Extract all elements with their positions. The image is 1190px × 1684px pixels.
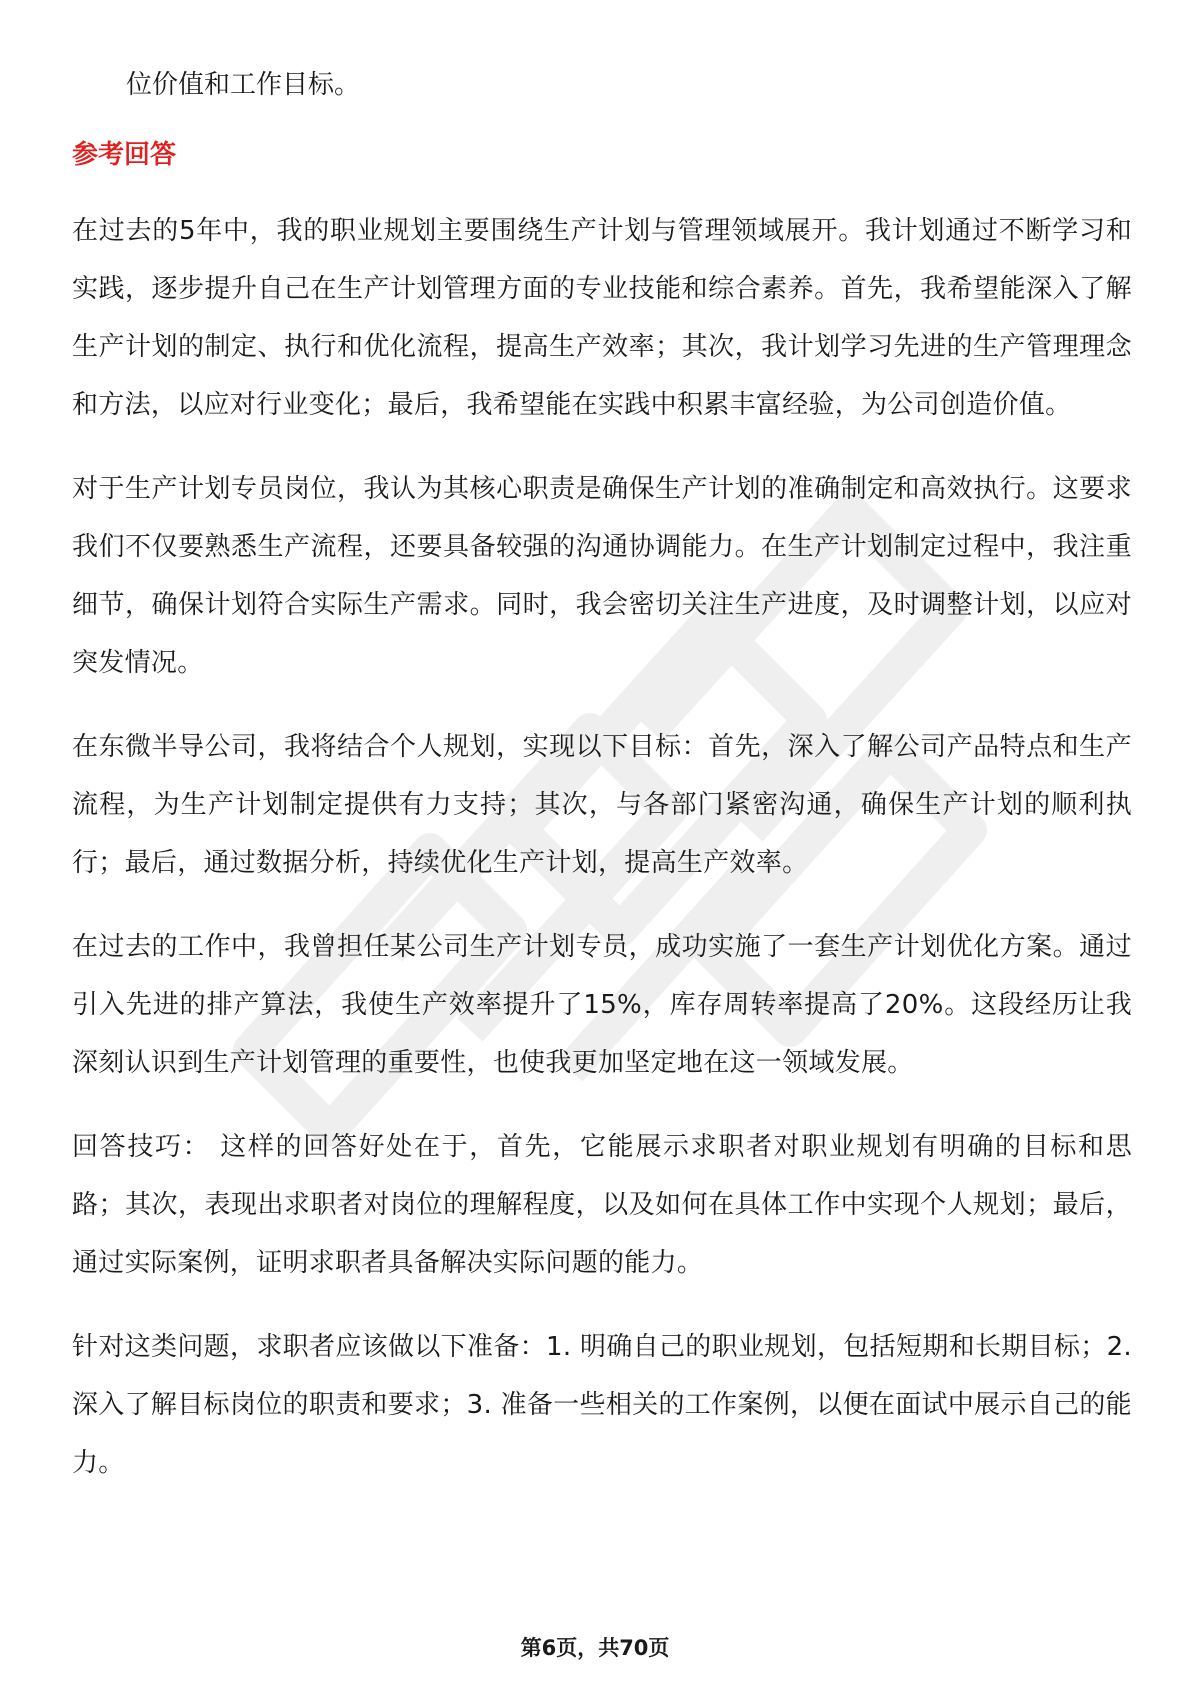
continued-line: 位价值和工作目标。 [126,70,361,100]
paragraph-company-goals: 在东微半导公司，我将结合个人规划，实现以下目标：首先，深入了解公司产品特点和生产流程，为生产计划制定提供有力支持；其次，与各部门紧密沟通，确保生产计划的顺利执行；最后，通过数据分析，持续优化生产计划，提高生产效率。 [72,732,1132,878]
paragraph-role-understanding: 对于生产计划专员岗位，我认为其核心职责是确保生产计划的准确制定和高效执行。这要求我们不仅要熟悉生产流程，还要具备较强的沟通协调能力。在生产计划制定过程中，我注重细节，确保计划符合实际生产需求。同时，我会密切关注生产进度，及时调整计划，以应对突发情况。 [72,474,1132,678]
paragraph-answer-tips: 回答技巧： 这样的回答好处在于，首先，它能展示求职者对职业规划有明确的目标和思路；其次，表现出求职者对岗位的理解程度，以及如何在具体工作中实现个人规划；最后，通过实际案例，证明求职者具备解决实际问题的能力。 [72,1132,1132,1278]
page-number: 第6页，共70页 [520,1636,670,1660]
document-body [72,56,1132,1518]
paragraph-past-experience: 在过去的工作中，我曾担任某公司生产计划专员，成功实施了一套生产计划优化方案。通过引入先进的排产算法，我使生产效率提升了15%，库存周转率提高了20%。这段经历让我深刻认识到生产计划管理的重要性，也使我更加坚定地在这一领域发展。 [72,932,1132,1078]
section-heading: 参考回答 [72,140,177,170]
paragraph-career-plan: 在过去的5年中，我的职业规划主要围绕生产计划与管理领域展开。我计划通过不断学习和实践，逐步提升自己在生产计划管理方面的专业技能和综合素养。首先，我希望能深入了解生产计划的制定、执行和优化流程，提高生产效率；其次，我计划学习先进的生产管理理念和方法，以应对行业变化；最后，我希望能在实践中积累丰富经验，为公司创造价值。 [72,216,1132,420]
paragraph-preparation: 针对这类问题，求职者应该做以下准备：1. 明确自己的职业规划，包括短期和长期目标；2. 深入了解目标岗位的职责和要求；3. 准备一些相关的工作案例，以便在面试中展示自己的能力。 [72,1332,1132,1478]
